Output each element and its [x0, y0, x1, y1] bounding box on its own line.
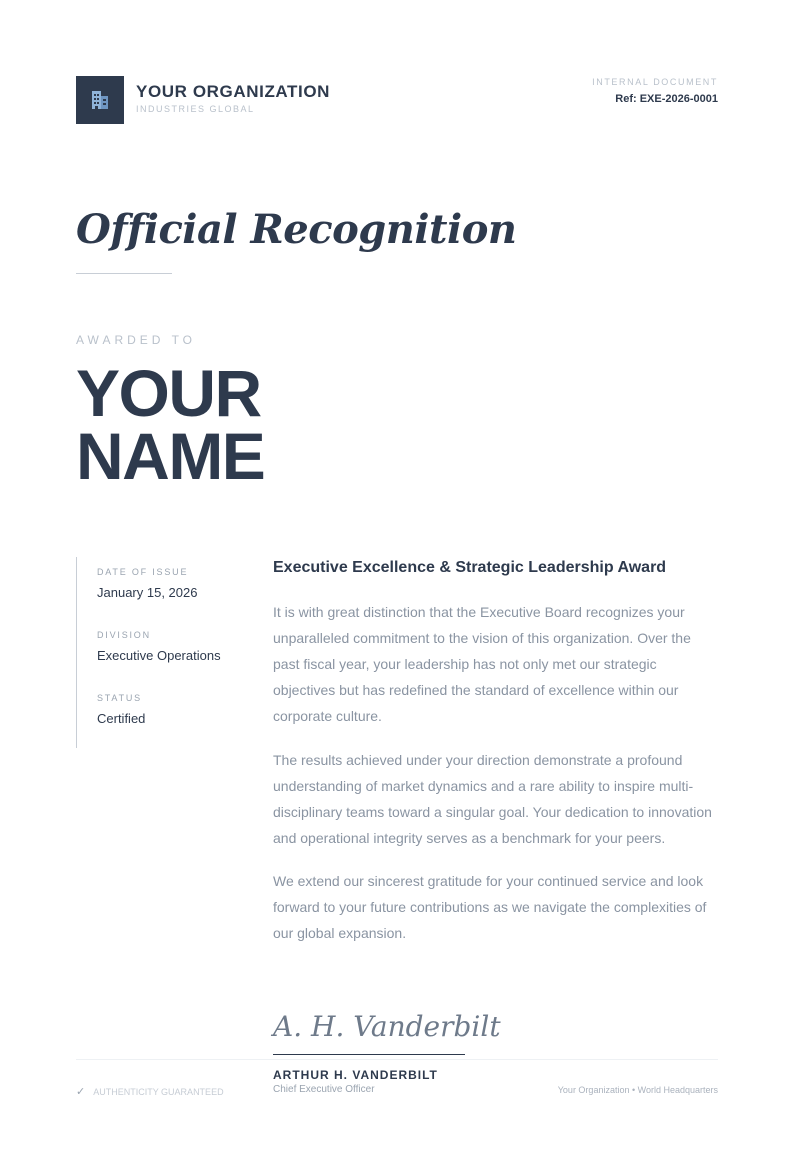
award-paragraph: The results achieved under your direction demonstrate a profound understanding of market dynamics and a rare ability to inspire multi-disciplinary teams toward a singular goal. Your dedication to innovation and operational integrity serves as a benchmark for your peers. — [273, 752, 712, 846]
meta-sidebar — [76, 557, 237, 748]
meta-value: January 15, 2026 — [97, 585, 198, 600]
title-divider — [76, 273, 172, 274]
building-icon — [88, 88, 112, 112]
recipient-name-line1: YOUR — [76, 356, 261, 430]
signature-line — [273, 1054, 465, 1055]
check-icon: ✓ — [76, 1086, 86, 1098]
signatory-role: Chief Executive Officer — [273, 1084, 375, 1095]
signature-script: A. H. Vanderbilt — [273, 1010, 501, 1043]
award-paragraph: It is with great distinction that the Executive Board recognizes your unparalleled commitment to the vision of this organization. Over the past fiscal year, your leadership has not only met our strategic objectives but has redefined the standard of excellence within our corporate culture. — [273, 604, 691, 724]
meta-value: Certified — [97, 711, 146, 726]
meta-label: STATUS — [97, 693, 142, 703]
document-label: INTERNAL DOCUMENT — [592, 77, 718, 87]
meta-division — [97, 630, 221, 663]
meta-value: Executive Operations — [97, 648, 221, 663]
footer-divider — [76, 1059, 718, 1060]
org-logo — [76, 76, 124, 124]
award-title: Executive Excellence & Strategic Leadership Award — [273, 559, 667, 576]
award-paragraph: We extend our sincerest gratitude for your continued service and look forward to your future contributions as we navigate the complexities of our global expansion. — [273, 873, 707, 941]
org-subtitle: INDUSTRIES GLOBAL — [136, 104, 255, 114]
page-title: Official Recognition — [76, 206, 517, 253]
org-name: YOUR ORGANIZATION — [136, 82, 331, 101]
document-reference: Ref: EXE-2026-0001 — [615, 93, 718, 105]
awarded-to-label: AWARDED TO — [76, 333, 197, 347]
signatory-name: ARTHUR H. VANDERBILT — [273, 1068, 438, 1082]
footer-location: Your Organization • World Headquarters — [557, 1085, 718, 1095]
authenticity-text: AUTHENTICITY GUARANTEED — [93, 1086, 224, 1097]
recipient-name-line2: NAME — [76, 419, 265, 493]
meta-date — [97, 567, 197, 600]
meta-status — [97, 693, 145, 726]
meta-label: DIVISION — [97, 630, 151, 640]
meta-label: DATE OF ISSUE — [97, 567, 189, 577]
authenticity-note — [76, 1085, 224, 1098]
